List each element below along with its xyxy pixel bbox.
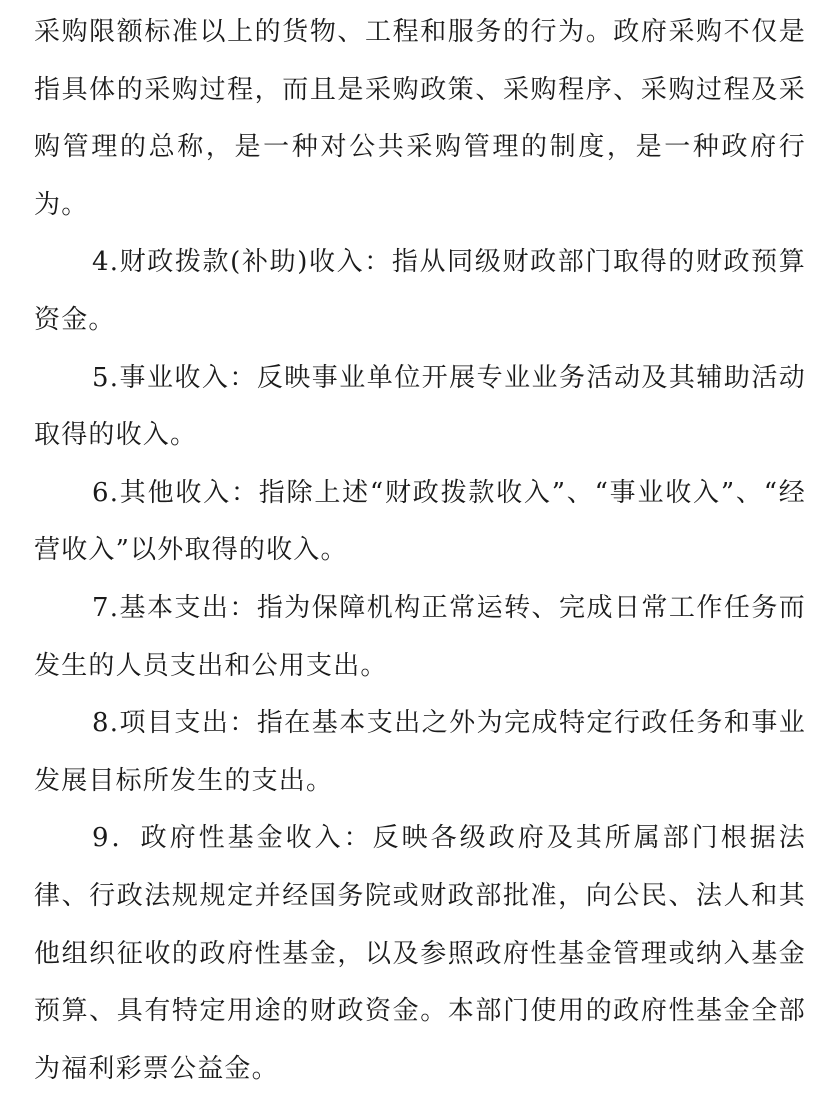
paragraph-item-8-project-expenditure: 8.项目支出：指在基本支出之外为完成特定行政任务和事业发展目标所发生的支出。 <box>34 708 806 796</box>
paragraph-procurement-definition-continued: 采购限额标准以上的货物、工程和服务的行为。政府采购不仅是指具体的采购过程，而且是采购政策、采购程序、采购过程及采购管理的总称，是一种对公共采购管理的制度，是一种政府行为。 <box>34 17 806 220</box>
paragraph-item-5-business-income: 5.事业收入：反映事业单位开展专业业务活动及其辅助活动取得的收入。 <box>34 362 806 451</box>
paragraph-item-9-government-fund-income: 9．政府性基金收入：反映各级政府及其所属部门根据法律、行政法规规定并经国务院或财政部批准，向公民、法人和其他组织征收的政府性基金，以及参照政府性基金管理或纳入基金预算、具有特定用途的财政资金。本部门使用的政府性基金全部为福利彩票公益金。 <box>34 823 806 1084</box>
paragraph-item-7-basic-expenditure: 7.基本支出：指为保障机构正常运转、完成日常工作任务而发生的人员支出和公用支出。 <box>34 592 806 681</box>
paragraph-item-6-other-income: 6.其他收入：指除上述“财政拨款收入”、“事业收入”、“经营收入”以外取得的收入。 <box>34 477 806 566</box>
paragraph-item-4-fiscal-appropriation-income: 4.财政拨款(补助)收入：指从同级财政部门取得的财政预算资金。 <box>34 247 806 335</box>
document-body <box>34 4 806 1098</box>
